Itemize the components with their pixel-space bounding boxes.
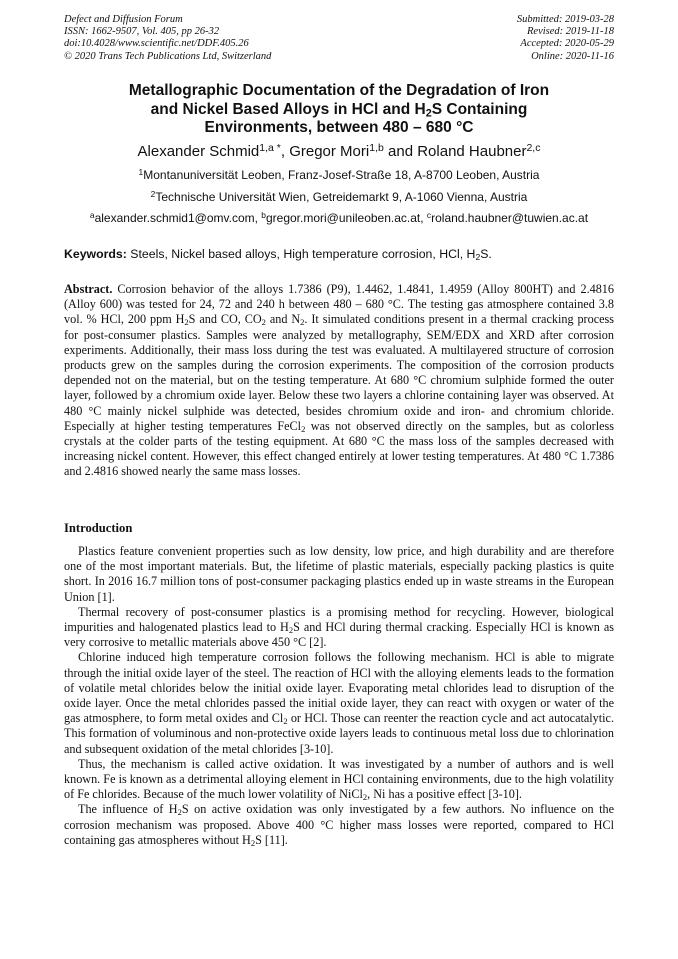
title-line-2: and Nickel Based Alloys in HCl and $H_2S$ Containing	[150, 100, 528, 120]
paragraph: Thus, the mechanism is called active oxidation. It was investigated by a number of authors and is well known. Fe is known as a detrimental alloying element in HCl containing environments, due to the high volatility of Fe chlorides. Because of the much lower volatility of NiCl$_2$, Ni has a positive effect [3-10].	[64, 756, 614, 803]
journal-info	[64, 14, 271, 63]
paper-title	[64, 82, 614, 138]
affiliation-2: $^2$Technische Universität Wien, Getreidemarkt 9, A-1060 Vienna, Austria	[150, 188, 528, 204]
introduction-body	[64, 544, 614, 848]
affiliation-1: $^1$Montanuniversität Leoben, Franz-Josef-Straße 18, A-8700 Leoben, Austria	[138, 166, 540, 182]
keywords: Keywords: Steels, Nickel based alloys, High temperature corrosion, HCl, $H_2S$.	[64, 247, 492, 263]
section-heading-introduction: Introduction	[64, 521, 133, 535]
date-accepted: Accepted: 2020-05-29	[520, 38, 614, 50]
email-link[interactable]: gregor.mori@unileoben.ac.at,	[265, 211, 427, 225]
paragraph: The influence of $H_2S$ on active oxidation was only investigated by a few authors. No influence on the corrosion mechanism was proposed. Above 400 °C higher mass losses were reported, compared to HCl containing gas atmospheres without $H_2S$ [11].	[64, 802, 614, 848]
journal-doi: doi:10.4028/www.scientific.net/DDF.405.26	[64, 38, 249, 50]
keywords-label: Keywords:	[64, 247, 127, 261]
author-list: Alexander Schmid$^{1,a *}$, Gregor Mori$^{1,b}$ and Roland Haubner$^{2,c}$	[137, 141, 541, 160]
journal-name: Defect and Diffusion Forum	[64, 14, 183, 25]
abstract: Abstract. Corrosion behavior of the alloys 1.7386 (P9), 1.4462, 1.4841, 1.4959 (Alloy 800HT) and 2.4816 (Alloy 600) was tested for 24, 72 and 240 h between 480 – 680 °C. The testing gas atmosphere contained 3.8 vol. % HCl, 200 ppm $H_2S$ and CO, $CO_2$ and $N_2$. It simulated conditions present in a thermal cracking process for post-consumer plastics. Samples were analyzed by metallography, SEM/EDX and XRD after corrosion experiments. Additionally, their mass loss during the test was evaluated. A multilayered structure of corrosion products grew on the samples during the corrosion experiments. The composition of the corrosion products depended not on the material, but on the testing temperature. At 680 °C chromium sulphide formed the outer layer, followed by a chromium oxide layer. Below these two layers a chlorine containing layer was observed. At 480 °C mainly nickel sulphide was detected, besides chromium oxide and iron- and chromium chloride. Especially at higher testing temperatures FeCl$_2$ was not observed directly on the samples, but as colorless crystals at the colder parts of the testing equipment. At 680 °C the mass loss of the samples decreased with increasing nickel content. However, this effect changed entirely at lower testing temperatures. At 480 °C 1.7386 and 2.4816 showed nearly the same mass losses.	[64, 282, 614, 479]
author-affiliation-mark: 1,a *	[259, 141, 281, 154]
date-revised: Revised: 2019-11-18	[527, 26, 614, 38]
abstract-label: Abstract.	[64, 282, 113, 296]
journal-issn: ISSN: 1662-9507, Vol. 405, pp 26-32	[64, 26, 220, 38]
author-emails: $^a$alexander.schmid1@omv.com, $^b$gregor.mori@unileoben.ac.at, $^c$roland.haubner@tuwien.ac.at	[89, 209, 589, 225]
author-affiliation-mark: 1,b	[369, 141, 384, 154]
journal-copyright: © 2020 Trans Tech Publications Ltd, Switzerland	[64, 50, 272, 62]
date-online: Online: 2020-11-16	[531, 50, 614, 62]
paragraph: Plastics feature convenient properties such as low density, low price, and high durability and are therefore one of the most important materials. But, the lifetime of plastic materials, especially packing plastics is quite short. In 2016 16.7 million tons of post-consumer packaging plastics ended up in waste streams in the European Union [1].	[64, 544, 614, 604]
author-name: Roland Haubner	[417, 143, 527, 160]
paragraph: Chlorine induced high temperature corrosion follows the following mechanism. HCl is able to migrate through the initial oxide layer of the steel. The reaction of HCl with the alloying elements leads to the formation of volatile metal chlorides below the initial oxide layer. Evaporating metal chlorides lead to disruption of the oxide layer. Once the metal chlorides passed the initial oxide layer, they can react with oxygen or water of the gas atmosphere, to form metal oxides and $Cl_2$ or HCl. Those can reenter the reaction cycle and act autocatalytic. This formation of voluminous and non-protective oxide layers leads to continuous metal loss due to chlorination and subsequent oxidation of the metal chlorides [3-10].	[64, 650, 614, 756]
paragraph: Thermal recovery of post-consumer plastics is a promising method for recycling. However, biological impurities and halogenated plastics lead to $H_2S$ and HCl during thermal cracking. Especially HCl is known as very corrosive to metallic materials above 450 °C [2].	[64, 604, 614, 650]
author-affiliation-mark: 2,c	[526, 141, 541, 154]
title-line-1: Metallographic Documentation of the Degradation of Iron	[128, 82, 550, 99]
title-line-3: Environments, between 480 – 680 °C	[204, 119, 474, 136]
publication-dates	[517, 14, 614, 63]
date-submitted: Submitted: 2019-03-28	[516, 14, 614, 25]
author-name: Alexander Schmid	[137, 143, 260, 160]
author-name: Gregor Mori	[289, 143, 370, 160]
email-link[interactable]: alexander.schmid1@omv.com,	[94, 211, 262, 225]
email-link[interactable]: roland.haubner@tuwien.ac.at	[431, 211, 589, 225]
